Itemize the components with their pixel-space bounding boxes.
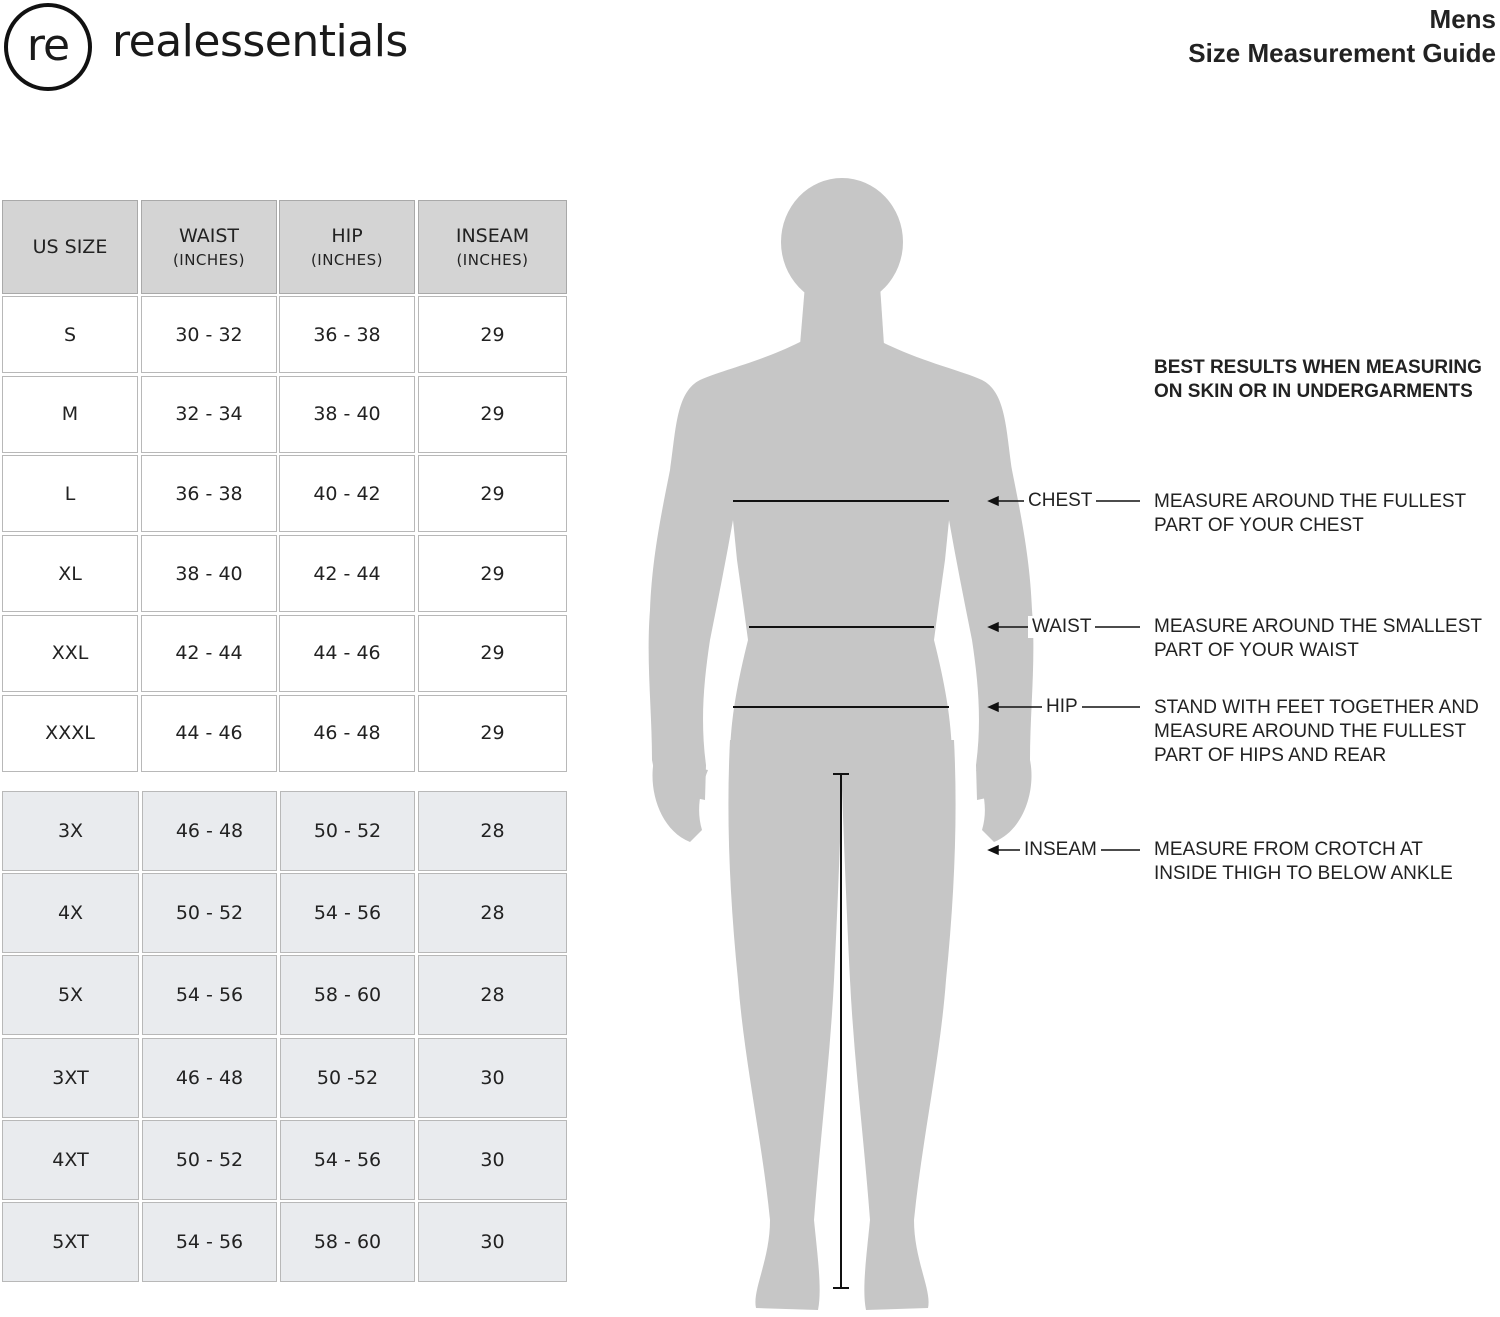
table-cell-inseam: 30 [418, 1120, 567, 1200]
title-line-1: Mens [1429, 4, 1496, 34]
table-cell-size: 3XT [2, 1038, 139, 1118]
header-unit: (INCHES) [310, 251, 384, 269]
table-cell-waist: 30 - 32 [141, 296, 277, 373]
waist-text-2: PART OF YOUR WAIST [1154, 640, 1359, 661]
measuring-tip [1154, 356, 1482, 404]
table-cell-inseam: 28 [418, 873, 567, 953]
table-cell-waist: 42 - 44 [141, 615, 277, 692]
waist-instructions [1154, 615, 1482, 663]
table-cell-hip: 46 - 48 [279, 695, 415, 772]
tip-line-1: BEST RESULTS WHEN MEASURING [1154, 357, 1482, 378]
table-cell-inseam: 29 [418, 455, 567, 532]
table-cell-hip: 36 - 38 [279, 296, 415, 373]
table-cell-waist: 54 - 56 [142, 1202, 277, 1282]
waist-text-1: MEASURE AROUND THE SMALLEST [1154, 616, 1483, 637]
table-cell-size: XL [2, 535, 138, 612]
title-line-2: Size Measurement Guide [1188, 38, 1496, 68]
table-cell-size: 5XT [2, 1202, 139, 1282]
table-cell-hip: 44 - 46 [279, 615, 415, 692]
logo-mark: re [26, 19, 70, 71]
header-label: WAIST [178, 225, 239, 247]
table-cell-inseam: 28 [418, 955, 567, 1035]
hip-text-1: STAND WITH FEET TOGETHER AND [1154, 697, 1479, 718]
hip-text-3: PART OF HIPS AND REAR [1154, 745, 1387, 766]
table-cell-hip: 50 - 52 [280, 791, 415, 871]
table-cell-hip: 50 -52 [280, 1038, 415, 1118]
table-cell-size: 4XT [2, 1120, 139, 1200]
table-cell-hip: 38 - 40 [279, 376, 415, 453]
table-cell-size: S [2, 296, 138, 373]
table-cell-hip: 42 - 44 [279, 535, 415, 612]
table-cell-waist: 46 - 48 [142, 1038, 277, 1118]
table-cell-size: 4X [2, 873, 139, 953]
table-cell-inseam: 29 [418, 695, 567, 772]
header-label: INSEAM [455, 225, 530, 247]
table-cell-inseam: 29 [418, 296, 567, 373]
hip-instructions [1154, 696, 1479, 768]
table-cell-inseam: 30 [418, 1202, 567, 1282]
inseam-instructions [1154, 838, 1453, 886]
table-cell-size: 3X [2, 791, 139, 871]
brand-name: realessentials [112, 16, 408, 67]
tip-line-2: ON SKIN OR IN UNDERGARMENTS [1154, 381, 1473, 402]
table-cell-waist: 50 - 52 [142, 1120, 277, 1200]
table-cell-waist: 32 - 34 [141, 376, 277, 453]
chest-text-1: MEASURE AROUND THE FULLEST [1154, 491, 1467, 512]
table-cell-waist: 54 - 56 [142, 955, 277, 1035]
inseam-text-1: MEASURE FROM CROTCH AT [1154, 839, 1423, 860]
table-cell-hip: 58 - 60 [280, 1202, 415, 1282]
inseam-text-2: INSIDE THIGH TO BELOW ANKLE [1154, 863, 1453, 884]
table-cell-waist: 38 - 40 [141, 535, 277, 612]
table-cell-size: XXXL [2, 695, 138, 772]
table-cell-inseam: 29 [418, 615, 567, 692]
table-cell-inseam: 28 [418, 791, 567, 871]
hip-text-2: MEASURE AROUND THE FULLEST [1154, 721, 1467, 742]
header-label: HIP [331, 225, 363, 247]
inseam-label: INSEAM [1020, 839, 1101, 861]
table-cell-waist: 36 - 38 [141, 455, 277, 532]
chest-text-2: PART OF YOUR CHEST [1154, 515, 1364, 536]
table-cell-hip: 54 - 56 [280, 1120, 415, 1200]
waist-label: WAIST [1028, 616, 1095, 638]
table-cell-inseam: 29 [418, 535, 567, 612]
chest-label: CHEST [1024, 490, 1096, 512]
table-cell-hip: 54 - 56 [280, 873, 415, 953]
table-cell-size: L [2, 455, 138, 532]
table-cell-size: M [2, 376, 138, 453]
table-cell-size: XXL [2, 615, 138, 692]
header-unit: (INCHES) [172, 251, 246, 269]
table-cell-inseam: 30 [418, 1038, 567, 1118]
table-cell-waist: 44 - 46 [141, 695, 277, 772]
table-cell-size: 5X [2, 955, 139, 1035]
chest-instructions [1154, 490, 1466, 538]
header-label: US SIZE [32, 236, 108, 258]
table-cell-waist: 46 - 48 [142, 791, 277, 871]
header-unit: (INCHES) [456, 251, 529, 269]
table-cell-inseam: 29 [418, 376, 567, 453]
table-cell-hip: 40 - 42 [279, 455, 415, 532]
table-cell-waist: 50 - 52 [142, 873, 277, 953]
table-cell-hip: 58 - 60 [280, 955, 415, 1035]
hip-label: HIP [1042, 696, 1082, 718]
